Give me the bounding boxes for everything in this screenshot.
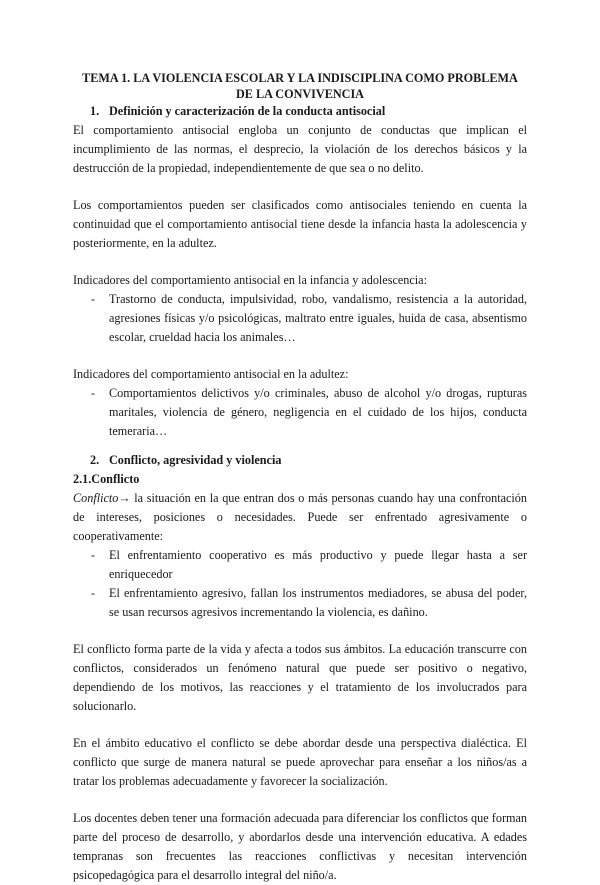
conflicto-definition-text: la situación en la que entran dos o más personas cuando hay una confrontación de intereses, posiciones o necesidades. Puede ser enfrentado agresivamente o cooperativamente: bbox=[73, 491, 527, 543]
list-item: - Trastorno de conducta, impulsividad, robo, vandalismo, resistencia a la autoridad, agresiones físicas y/o psicológicas, maltrato entre iguales, huida de casa, absentismo escolar, crueldad hacia los animales… bbox=[109, 290, 527, 347]
section-2-paragraph-2: En el ámbito educativo el conflicto se debe abordar desde una perspectiva dialéctica. El conflicto que surge de manera natural se puede aprovechar para enseñar a los niños/as a tratar los problemas adecuadamente y favorecer la socialización. bbox=[73, 736, 527, 788]
document-page bbox=[73, 70, 527, 885]
enfrentamiento-list bbox=[73, 546, 527, 622]
arrow-icon: → bbox=[118, 491, 131, 505]
section-1-heading bbox=[73, 102, 527, 121]
infancia-intro: Indicadores del comportamiento antisocial en la infancia y adolescencia: bbox=[73, 273, 427, 287]
section-1-number: 1. bbox=[90, 104, 100, 118]
conflicto-definition bbox=[73, 489, 527, 546]
section-1-title: Definición y caracterización de la conducta antisocial bbox=[109, 104, 386, 118]
conflicto-term: Conflicto bbox=[73, 491, 119, 505]
section-1-paragraph-1: El comportamiento antisocial engloba un conjunto de conductas que implican el incumplimiento de las normas, el desprecio, la violación de los derechos básicos y la destrucción de la propiedad, independientemente de que sea o no delito. bbox=[73, 123, 527, 175]
section-2-heading bbox=[73, 451, 527, 470]
subsection-2-1-heading: 2.1.Conflicto bbox=[73, 472, 140, 486]
list-item: - El enfrentamiento agresivo, fallan los instrumentos mediadores, se abusa del poder, se usan recursos agresivos incrementando la violencia, es dañino. bbox=[109, 584, 527, 622]
section-2-paragraph-1: El conflicto forma parte de la vida y afecta a todos sus ámbitos. La educación transcurre con conflictos, considerados un fenómeno natural que puede ser positivo o negativo, dependiendo de los motivos, las reacciones y el tratamiento de los involucrados para solucionarlo. bbox=[73, 642, 527, 713]
adultez-intro: Indicadores del comportamiento antisocial en la adultez: bbox=[73, 367, 349, 381]
section-1-paragraph-2: Los comportamientos pueden ser clasificados como antisociales teniendo en cuenta la continuidad que el comportamiento antisocial tiene desde la infancia hasta la adolescencia y posteriormente, en la adultez. bbox=[73, 198, 527, 250]
list-item: - El enfrentamiento cooperativo es más productivo y puede llegar hasta a ser enriquecedor bbox=[109, 546, 527, 584]
section-2-paragraph-3: Los docentes deben tener una formación adecuada para diferenciar los conflictos que forman parte del proceso de desarrollo, y abordarlos desde una intervención educativa. A edades tempranas son frecuentes las reacciones conflictivas y necesitan intervención psicopedagógica para el desarrollo integral del niño/a. bbox=[73, 811, 527, 882]
document-title: TEMA 1. LA VIOLENCIA ESCOLAR Y LA INDISCIPLINA COMO PROBLEMA DE LA CONVIVENCIA bbox=[82, 71, 518, 101]
section-2-title: Conflicto, agresividad y violencia bbox=[109, 453, 282, 467]
section-2-number: 2. bbox=[90, 453, 100, 467]
infancia-list bbox=[73, 290, 527, 347]
adultez-list bbox=[73, 384, 527, 441]
list-item: - Comportamientos delictivos y/o criminales, abuso de alcohol y/o drogas, rupturas maritales, violencia de género, negligencia en el cuidado de los hijos, conducta temeraria… bbox=[109, 384, 527, 441]
